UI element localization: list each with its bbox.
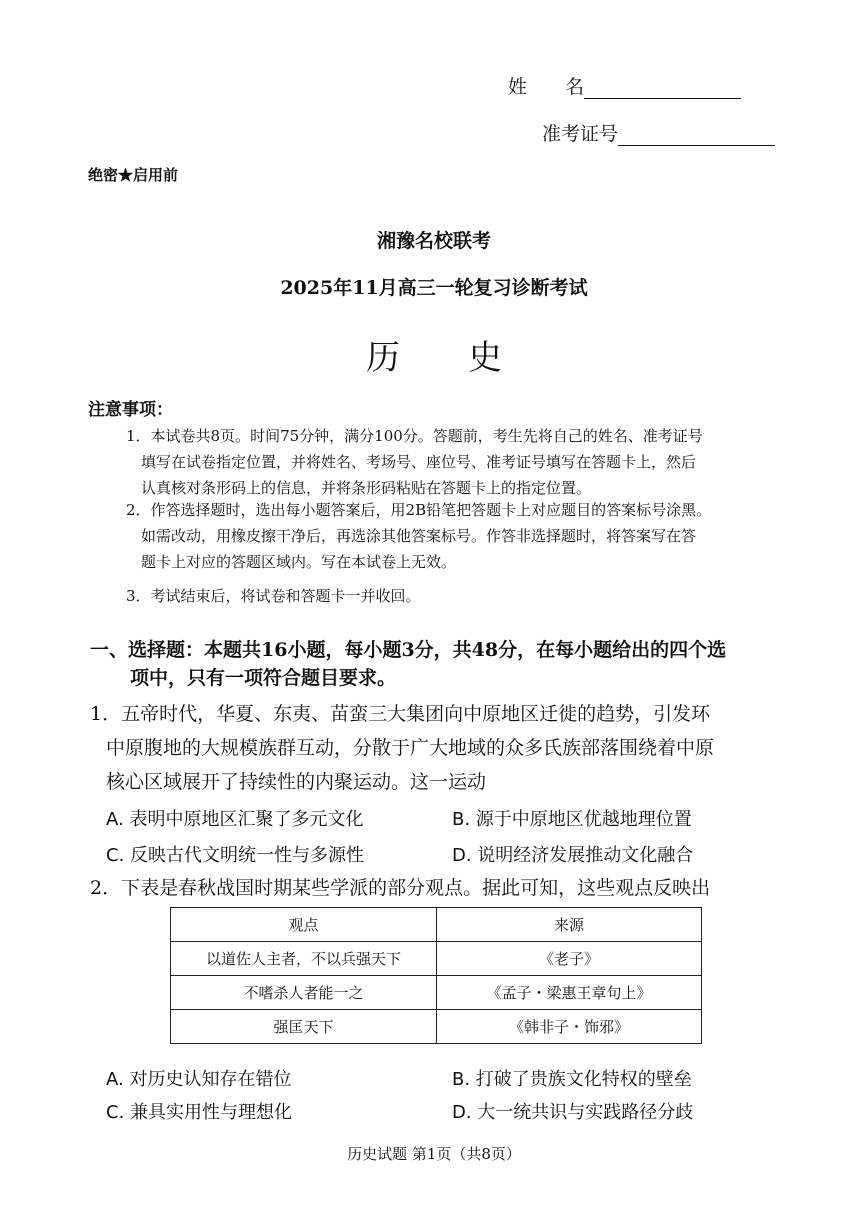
table-cell: 强匡天下 — [171, 1010, 437, 1044]
table-row — [171, 942, 702, 976]
q2-option-a: A. 对历史认知存在错位 — [106, 1069, 292, 1090]
table-cell: 以道佐人主者，不以兵强天下 — [171, 942, 437, 976]
subject-title: 历 史 — [366, 338, 502, 378]
section-line: 项中，只有一项符合题目要求。 — [130, 667, 397, 689]
question-1-stem — [90, 697, 714, 799]
notice-line: 1．本试卷共8页。时间75分钟，满分100分。答题前，考生先将自己的姓名、准考证号 — [126, 427, 703, 445]
table-cell: 《老子》 — [437, 942, 702, 976]
q2-option-b: B. 打破了贵族文化特权的壁垒 — [452, 1069, 692, 1090]
exam-title: 2025年11月高三一轮复习诊断考试 — [280, 277, 588, 299]
table-header-viewpoint: 观点 — [171, 908, 437, 942]
question-line: 核心区域展开了持续性的内聚运动。这一运动 — [106, 771, 487, 793]
table-cell: 《韩非子・饰邪》 — [437, 1010, 702, 1044]
q1-option-c: C. 反映古代文明统一性与多源性 — [106, 845, 365, 866]
notice-heading: 注意事项： — [88, 400, 173, 420]
question-line: 1．五帝时代，华夏、东夷、苗蛮三大集团向中原地区迁徙的趋势，引发环 — [90, 703, 711, 725]
table-cell: 不嗜杀人者能一之 — [171, 976, 437, 1010]
notice-line: 2．作答选择题时，选出每小题答案后，用2B铅笔把答题卡上对应题目的答案标号涂黑。 — [126, 501, 712, 519]
q2-option-d: D. 大一统共识与实践路径分歧 — [452, 1102, 694, 1123]
q2-option-c: C. 兼具实用性与理想化 — [106, 1102, 293, 1123]
table-cell: 《孟子・梁惠王章句上》 — [437, 976, 702, 1010]
table-row — [171, 976, 702, 1010]
exam-id-field — [542, 119, 775, 146]
exam-id-label: 准考证号 — [542, 123, 619, 145]
table-header-row — [171, 908, 702, 942]
confidential-mark: 绝密★启用前 — [88, 166, 179, 184]
notice-item-3 — [126, 583, 421, 609]
table-row — [171, 1010, 702, 1044]
q1-option-b: B. 源于中原地区优越地理位置 — [452, 809, 692, 830]
question-line: 中原腹地的大规模族群互动，分散于广大地域的众多氏族部落围绕着中原 — [106, 737, 715, 759]
notice-line: 题卡上对应的答题区域内。写在本试卷上无效。 — [141, 553, 457, 571]
notice-item-1 — [126, 423, 703, 501]
notice-line: 认真核对条形码上的信息，并将条形码粘贴在答题卡上的指定位置。 — [141, 479, 592, 497]
notice-line: 填写在试卷指定位置，并将姓名、考场号、座位号、准考证号填写在答题卡上，然后 — [141, 453, 697, 471]
name-blank — [584, 78, 741, 99]
page-footer: 历史试题 第1页（共8页） — [347, 1145, 521, 1163]
table-header-source: 来源 — [437, 908, 702, 942]
notice-item-2 — [126, 497, 711, 575]
notice-line: 如需改动，用橡皮擦干净后，再选涂其他答案标号。作答非选择题时，将答案写在答 — [141, 527, 697, 545]
q1-option-d: D. 说明经济发展推动文化融合 — [452, 845, 694, 866]
section-heading — [90, 636, 726, 692]
name-field — [508, 72, 741, 99]
section-line: 一、选择题：本题共16小题，每小题3分，共48分，在每小题给出的四个选 — [90, 639, 727, 661]
quotes-table — [170, 907, 702, 1044]
org-title: 湘豫名校联考 — [376, 230, 491, 252]
question-2-stem: 2．下表是春秋战国时期某些学派的部分观点。据此可知，这些观点反映出 — [90, 877, 711, 899]
name-label: 姓 名 — [508, 76, 585, 98]
q1-option-a: A. 表明中原地区汇聚了多元文化 — [106, 809, 364, 830]
exam-id-blank — [618, 125, 775, 146]
notice-line: 3．考试结束后，将试卷和答题卡一并收回。 — [126, 587, 421, 605]
